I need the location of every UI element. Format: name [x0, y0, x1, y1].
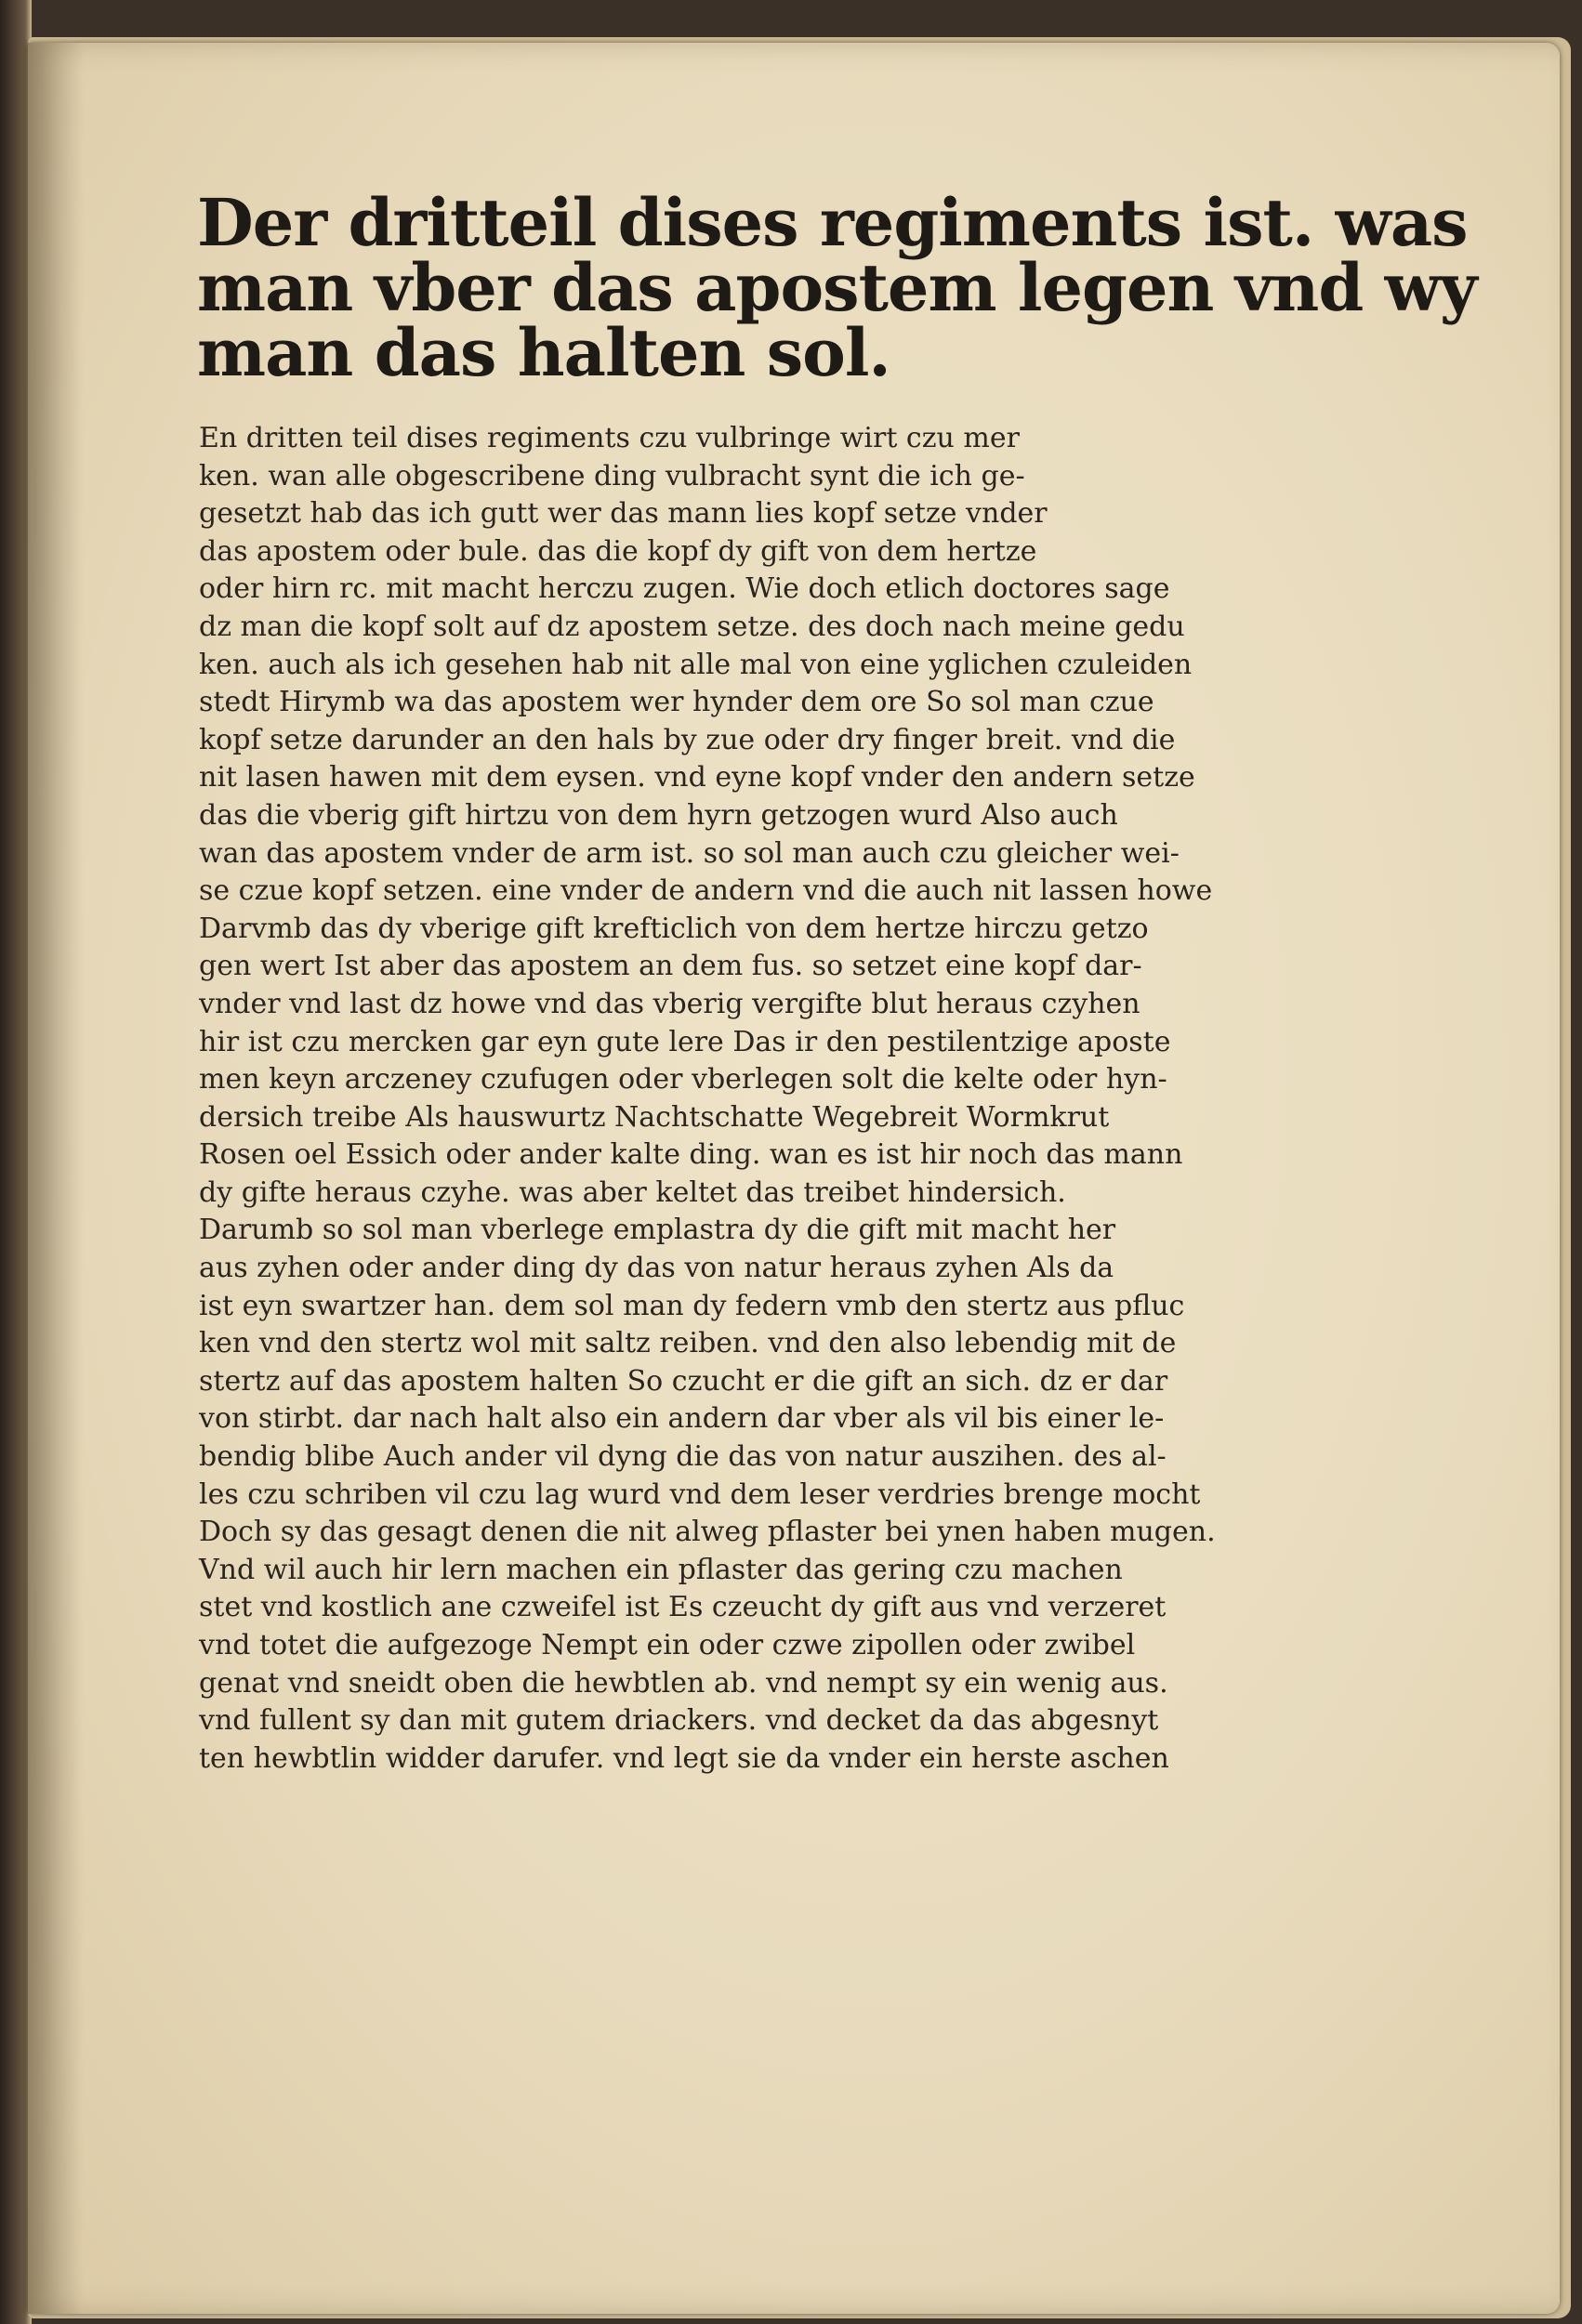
text-line: vnder vnd last dz howe vnd das vberig vergifte blut heraus czyhen [199, 987, 1140, 1020]
text-line: vnd totet die aufgezoge Nempt ein oder czwe zipollen oder zwibel [199, 1629, 1136, 1661]
text-line: das apostem oder bule. das die kopf dy gift von dem hertze [199, 534, 1037, 568]
text-line: wan das apostem vnder de arm ist. so sol man auch czu gleicher wei- [199, 836, 1180, 870]
text-line: ken vnd den stertz wol mit saltz reiben. vnd den also lebendig mit de [199, 1327, 1177, 1360]
text-line: vnd fullent sy dan mit gutem driackers. vnd decket da das abgesnyt [199, 1704, 1159, 1738]
text-line: Rosen oel Essich oder ander kalte ding. wan es ist hir noch das mann [199, 1138, 1183, 1172]
text-line: bendig blibe Auch ander vil dyng die das von natur auszihen. des al- [199, 1440, 1167, 1474]
text-line: stedt Hirymb wa das apostem wer hynder dem ore So sol man czue [199, 686, 1154, 719]
text-line: genat vnd sneidt oben die hewbtlen ab. vnd nempt sy ein wenig aus. [199, 1666, 1168, 1700]
text-line: En dritten teil dises regiments czu vulbringe wirt czu mer [199, 422, 1020, 454]
text-line: Darumb so sol man vberlege emplastra dy die gift mit macht her [199, 1214, 1116, 1247]
text-line: stertz auf das apostem halten So czucht er die gift an sich. dz er dar [199, 1364, 1168, 1398]
text-line: gesetzt hab das ich gutt wer das mann lies kopf setze vnder [199, 497, 1048, 531]
text-line: nit lasen hawen mit dem eysen. vnd eyne kopf vnder den andern setze [199, 761, 1195, 794]
text-line: hir ist czu mercken gar eyn gute lere Das ir den pestilentzige aposte [199, 1025, 1171, 1058]
text-line: gen wert Ist aber das apostem an dem fus. so setzet eine kopf dar- [199, 950, 1142, 983]
text-line: stet vnd kostlich ane czweifel ist Es czeucht dy gift aus vnd verzeret [199, 1591, 1167, 1624]
body-text-block [199, 420, 1319, 1778]
text-line: Vnd wil auch hir lern machen ein pflaster das gering czu machen [199, 1553, 1123, 1586]
text-line: dy gifte heraus czyhe. was aber keltet das treibet hindersich. [199, 1175, 1066, 1209]
heading-line: man vber das apostem legen vnd wy [197, 249, 1477, 326]
chapter-heading [197, 184, 1477, 391]
book-binding-edge [0, 0, 32, 2324]
text-line: ken. auch als ich gesehen hab nit alle mal von eine yglichen czuleiden [199, 648, 1193, 681]
text-line: ist eyn swartzer han. dem sol man dy federn vmb den stertz aus pfluc [199, 1289, 1185, 1322]
text-line: Doch sy das gesagt denen die nit alweg pflaster bei ynen haben mugen. [199, 1516, 1216, 1549]
text-line: ten hewbtlin widder darufer. vnd legt sie da vnder ein herste aschen [199, 1741, 1169, 1775]
text-line: men keyn arczeney czufugen oder vberlegen solt die kelte oder hyn- [199, 1063, 1167, 1096]
text-line: kopf setze darunder an den hals by zue oder dry finger breit. vnd die [199, 723, 1176, 756]
text-line: aus zyhen oder ander ding dy das von natur heraus zyhen Als da [199, 1252, 1114, 1285]
heading-line: Der dritteil dises regiments ist. was [197, 184, 1468, 261]
text-line: von stirbt. dar nach halt also ein andern dar vber als vil bis einer le- [199, 1402, 1165, 1436]
text-line: dersich treibe Als hauswurtz Nachtschatte Wegebreit Wormkrut [199, 1100, 1110, 1134]
text-line: dz man die kopf solt auf dz apostem setze. des doch nach meine gedu [199, 610, 1185, 643]
text-line: oder hirn rc. mit macht herczu zugen. Wie doch etlich doctores sage [199, 572, 1170, 606]
text-line: Darvmb das dy vberige gift krefticlich von dem hertze hirczu getzo [199, 912, 1149, 945]
text-line: les czu schriben vil czu lag wurd vnd dem leser verdries brenge mocht [199, 1477, 1201, 1511]
text-line: das die vberig gift hirtzu von dem hyrn getzogen wurd Also auch [199, 798, 1118, 832]
text-line: se czue kopf setzen. eine vnder de andern vnd die auch nit lassen howe [199, 874, 1213, 908]
heading-line: man das halten sol. [197, 314, 890, 391]
text-line: ken. wan alle obgescribene ding vulbracht synt die ich ge- [199, 459, 1025, 492]
